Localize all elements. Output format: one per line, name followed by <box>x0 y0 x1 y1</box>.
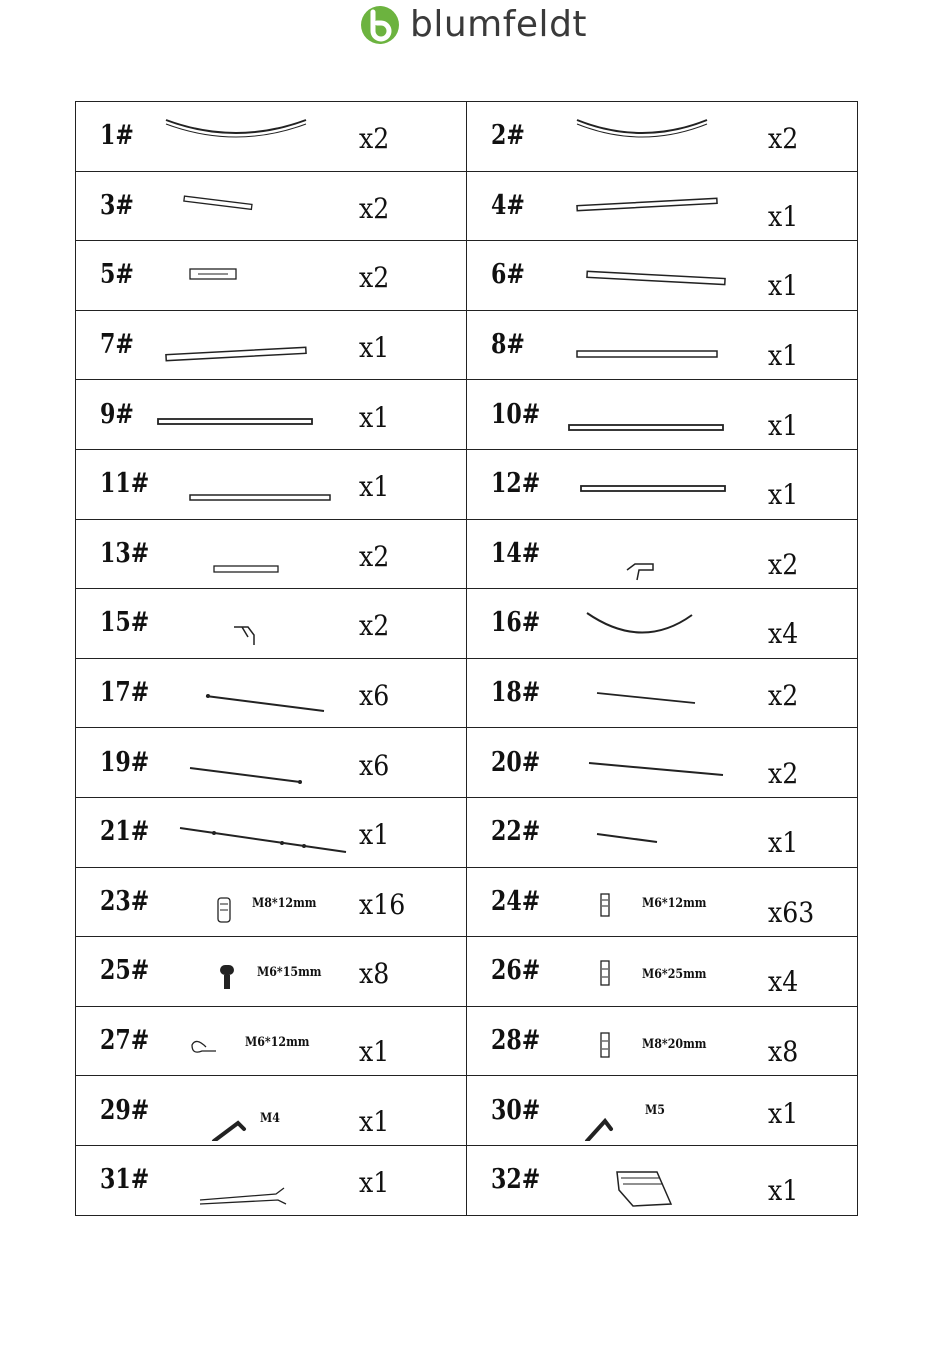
part-quantity: x1 <box>768 269 799 303</box>
part-quantity: x8 <box>768 1035 799 1069</box>
parts-row <box>76 797 858 867</box>
part-quantity: x8 <box>359 957 390 991</box>
part-number: 26# <box>491 955 541 987</box>
part-number: 30# <box>491 1094 541 1126</box>
long-bar-icon <box>156 385 356 445</box>
part-number: 21# <box>100 816 150 848</box>
part-quantity: x1 <box>359 331 390 365</box>
long-bar-icon <box>156 454 356 514</box>
part-spec: M4 <box>260 1110 280 1126</box>
part-cell <box>467 797 858 867</box>
part-number: 18# <box>491 677 541 709</box>
part-cell <box>467 380 858 450</box>
rod-icon <box>156 733 356 793</box>
part-cell <box>76 1006 467 1076</box>
part-number: 29# <box>100 1094 150 1126</box>
angle-bracket-icon <box>156 593 356 653</box>
part-number: 3# <box>100 189 134 221</box>
bracket-plate-icon <box>156 245 356 305</box>
part-spec: M6*12mm <box>642 895 707 911</box>
part-cell <box>76 241 467 311</box>
part-number: 5# <box>100 259 134 291</box>
part-number: 12# <box>491 468 541 500</box>
part-cell <box>76 728 467 798</box>
part-number: 20# <box>491 746 541 778</box>
part-cell <box>467 310 858 380</box>
part-quantity: x4 <box>768 617 799 651</box>
part-cell <box>76 797 467 867</box>
part-spec: M6*15mm <box>257 965 322 981</box>
part-cell <box>467 449 858 519</box>
parts-row <box>76 658 858 728</box>
part-cell <box>76 519 467 589</box>
part-number: 19# <box>100 746 150 778</box>
parts-row <box>76 241 858 311</box>
short-bar-icon <box>156 176 356 236</box>
part-cell <box>467 937 858 1007</box>
part-quantity: x1 <box>768 478 799 512</box>
part-cell <box>467 1006 858 1076</box>
part-cell <box>76 171 467 241</box>
part-quantity: x1 <box>768 1096 799 1130</box>
part-spec: M5 <box>645 1102 665 1118</box>
parts-row <box>76 380 858 450</box>
part-cell <box>467 867 858 937</box>
part-number: 23# <box>100 885 150 917</box>
tie-strap-icon <box>156 1150 356 1210</box>
part-number: 13# <box>100 537 150 569</box>
part-number: 1# <box>100 120 134 152</box>
part-cell <box>76 380 467 450</box>
part-number: 28# <box>491 1025 541 1057</box>
part-cell <box>76 589 467 659</box>
part-number: 32# <box>491 1164 541 1196</box>
fabric-cover-icon <box>547 1150 747 1210</box>
parts-row <box>76 519 858 589</box>
long-bar-icon <box>547 454 747 514</box>
part-number: 8# <box>491 329 525 361</box>
part-quantity: x2 <box>768 679 799 713</box>
brand-name: blumfeldt <box>410 4 588 45</box>
part-quantity: x1 <box>359 818 390 852</box>
part-cell <box>467 102 858 172</box>
part-number: 17# <box>100 677 150 709</box>
part-quantity: x1 <box>768 1174 799 1208</box>
parts-list-table <box>75 101 858 1216</box>
part-quantity: x1 <box>768 339 799 373</box>
blumfeldt-logo-icon <box>358 4 402 46</box>
part-number: 11# <box>100 468 150 500</box>
parts-row <box>76 867 858 937</box>
part-quantity: x2 <box>359 609 390 643</box>
part-cell <box>76 1145 467 1215</box>
part-number: 6# <box>491 259 525 291</box>
parts-row <box>76 589 858 659</box>
part-cell <box>467 589 858 659</box>
part-quantity: x4 <box>768 965 799 999</box>
part-quantity: x6 <box>359 748 390 782</box>
arc-rib-icon <box>547 593 747 653</box>
part-cell <box>76 937 467 1007</box>
part-spec: M6*25mm <box>642 967 707 983</box>
part-cell <box>467 1145 858 1215</box>
part-quantity: x1 <box>768 826 799 860</box>
long-bar-icon <box>547 176 747 236</box>
rod-icon <box>547 733 747 793</box>
allen-key-icon <box>156 1081 356 1141</box>
part-cell <box>467 728 858 798</box>
part-cell <box>467 1076 858 1146</box>
long-bar-icon <box>547 315 747 375</box>
parts-row <box>76 171 858 241</box>
part-quantity: x16 <box>359 887 406 921</box>
part-spec: M8*12mm <box>252 895 317 911</box>
part-number: 9# <box>100 398 134 430</box>
rod-with-hooks-icon <box>156 802 356 862</box>
rod-icon <box>156 663 356 723</box>
long-bar-icon <box>156 315 356 375</box>
part-number: 22# <box>491 816 541 848</box>
short-bar-icon <box>156 524 356 584</box>
part-quantity: x2 <box>768 756 799 790</box>
part-quantity: x1 <box>359 1104 390 1138</box>
part-quantity: x1 <box>768 199 799 233</box>
rod-icon <box>547 663 747 723</box>
part-quantity: x1 <box>359 1035 390 1069</box>
curved-rail-icon <box>156 106 356 166</box>
part-cell <box>467 658 858 728</box>
part-cell <box>76 658 467 728</box>
part-number: 27# <box>100 1025 150 1057</box>
part-quantity: x63 <box>768 895 815 929</box>
part-cell <box>76 867 467 937</box>
part-number: 10# <box>491 398 541 430</box>
part-number: 31# <box>100 1164 150 1196</box>
part-number: 2# <box>491 120 525 152</box>
part-cell <box>76 449 467 519</box>
parts-row <box>76 102 858 172</box>
part-number: 4# <box>491 189 525 221</box>
part-number: 25# <box>100 955 150 987</box>
part-quantity: x1 <box>359 470 390 504</box>
brand-logo <box>358 4 587 46</box>
parts-row <box>76 310 858 380</box>
part-cell <box>467 171 858 241</box>
part-number: 15# <box>100 607 150 639</box>
part-number: 14# <box>491 537 541 569</box>
part-number: 7# <box>100 329 134 361</box>
part-cell <box>76 1076 467 1146</box>
part-cell <box>76 102 467 172</box>
parts-row <box>76 1145 858 1215</box>
part-quantity: x2 <box>359 261 390 295</box>
part-spec: M6*12mm <box>245 1035 310 1051</box>
curved-rail-icon <box>547 106 747 166</box>
short-rod-icon <box>547 802 747 862</box>
part-quantity: x1 <box>359 1166 390 1200</box>
part-spec: M8*20mm <box>642 1037 707 1053</box>
part-quantity: x1 <box>359 400 390 434</box>
long-bar-icon <box>547 245 747 305</box>
parts-row <box>76 449 858 519</box>
part-quantity: x1 <box>768 408 799 442</box>
part-quantity: x2 <box>359 122 390 156</box>
part-cell <box>467 519 858 589</box>
angle-bracket-icon <box>547 524 747 584</box>
part-cell <box>467 241 858 311</box>
part-quantity: x2 <box>768 547 799 581</box>
part-quantity: x2 <box>359 191 390 225</box>
parts-row <box>76 728 858 798</box>
part-quantity: x6 <box>359 679 390 713</box>
parts-row <box>76 1006 858 1076</box>
part-cell <box>76 310 467 380</box>
part-number: 16# <box>491 607 541 639</box>
long-bar-icon <box>547 385 747 445</box>
bolt-icon <box>156 941 356 1001</box>
part-quantity: x2 <box>359 539 390 573</box>
parts-row <box>76 1076 858 1146</box>
part-number: 24# <box>491 885 541 917</box>
parts-row <box>76 937 858 1007</box>
part-quantity: x2 <box>768 122 799 156</box>
